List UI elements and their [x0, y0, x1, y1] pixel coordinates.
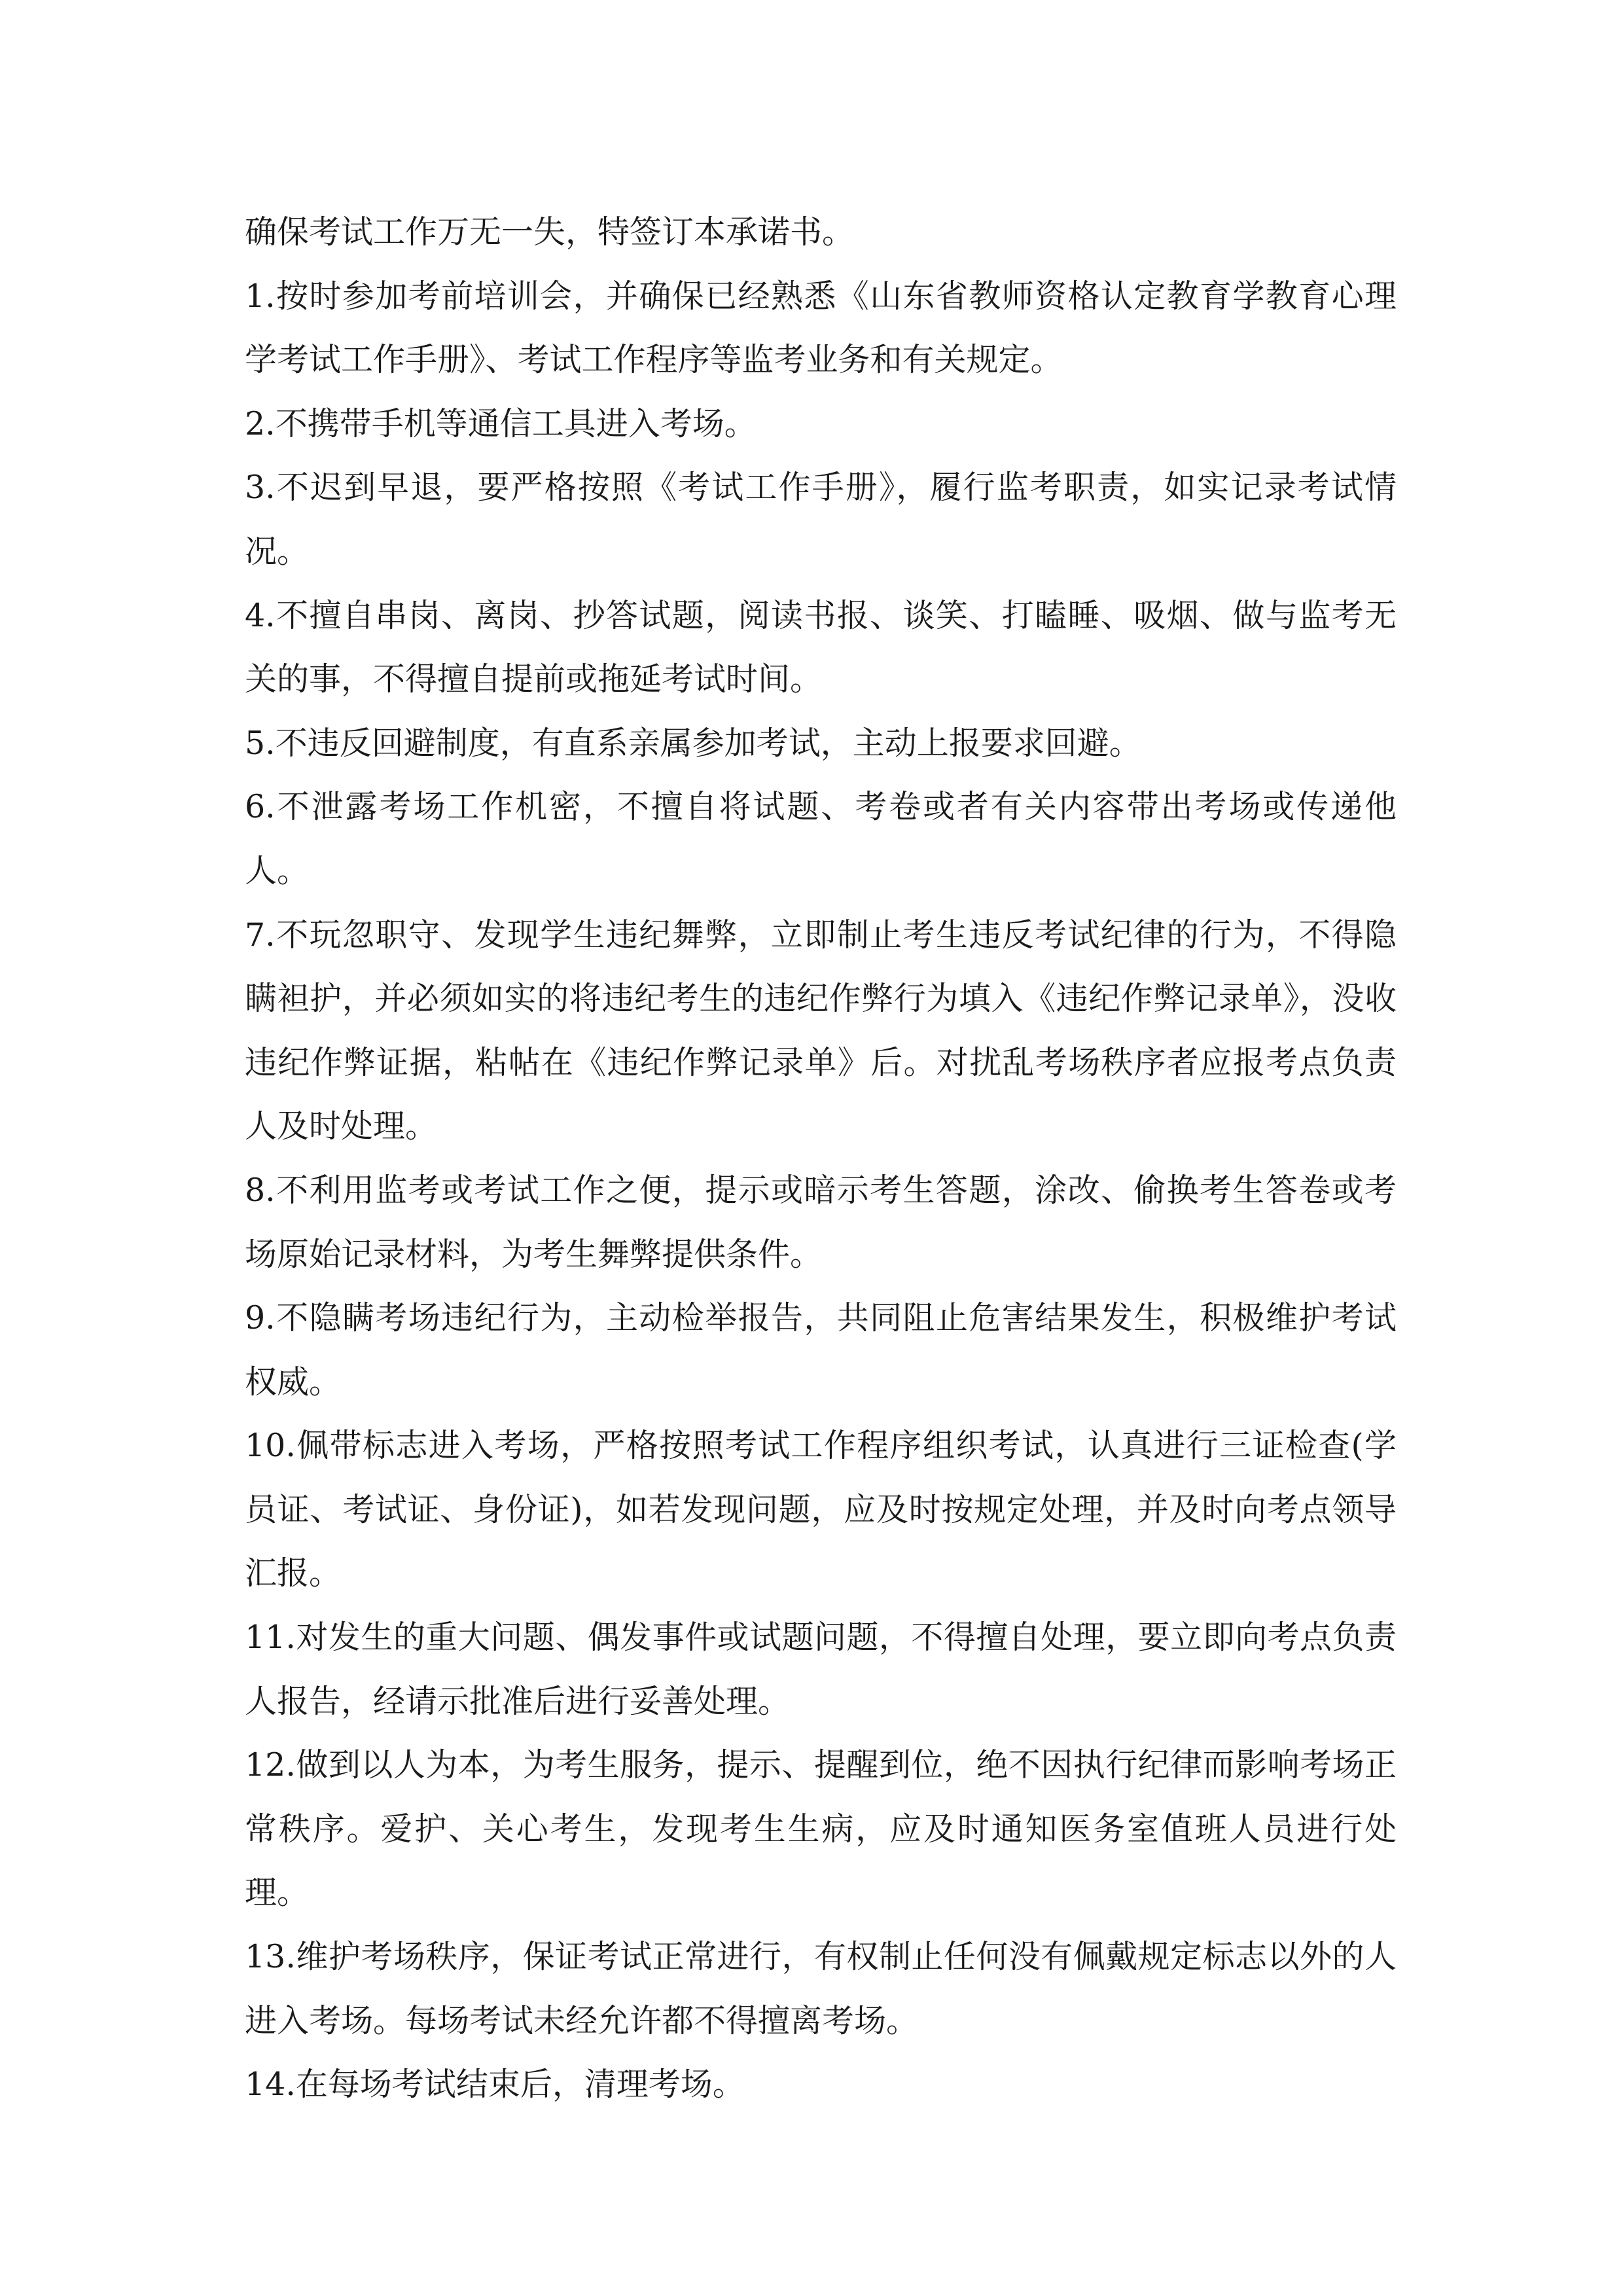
- commitment-item-12: 12.做到以人为本，为考生服务，提示、提醒到位，绝不因执行纪律而影响考场正常秩序。爱护、关心考生，发现考生生病，应及时通知医务室值班人员进行处理。: [245, 1746, 1397, 1912]
- commitment-item-6: 6.不泄露考场工作机密，不擅自将试题、考卷或者有关内容带出考场或传递他人。: [245, 788, 1397, 889]
- commitment-item-9: 9.不隐瞒考场违纪行为，主动检举报告，共同阻止危害结果发生，积极维护考试权威。: [245, 1299, 1397, 1401]
- commitment-item-8: 8.不利用监考或考试工作之便，提示或暗示考生答题，涂改、偷换考生答卷或考场原始记录材料，为考生舞弊提供条件。: [245, 1171, 1397, 1273]
- commitment-item-3: 3.不迟到早退，要严格按照《考试工作手册》，履行监考职责，如实记录考试情况。: [245, 469, 1397, 570]
- document-body: [245, 200, 1397, 2117]
- intro-paragraph: 确保考试工作万无一失，特签订本承诺书。: [245, 213, 855, 251]
- commitment-item-14: 14.在每场考试结束后，清理考场。: [245, 2066, 745, 2104]
- commitment-item-11: 11.对发生的重大问题、偶发事件或试题问题，不得擅自处理，要立即向考点负责人报告，经请示批准后进行妥善处理。: [245, 1619, 1397, 1720]
- commitment-item-10: 10.佩带标志进入考场，严格按照考试工作程序组织考试，认真进行三证检查(学员证、考试证、身份证)，如若发现问题，应及时按规定处理，并及时向考点领导汇报。: [245, 1427, 1397, 1592]
- commitment-item-7: 7.不玩忽职守、发现学生违纪舞弊，立即制止考生违反考试纪律的行为，不得隐瞒袒护，并必须如实的将违纪考生的违纪作弊行为填入《违纪作弊记录单》，没收违纪作弊证据，粘帖在《违纪作弊记录单》后。对扰乱考场秩序者应报考点负责人及时处理。: [245, 916, 1397, 1145]
- commitment-item-5: 5.不违反回避制度，有直系亲属参加考试，主动上报要求回避。: [245, 724, 1141, 762]
- commitment-item-13: 13.维护考场秩序，保证考试正常进行，有权制止任何没有佩戴规定标志以外的人进入考场。每场考试未经允许都不得擅离考场。: [245, 1938, 1397, 2039]
- commitment-item-1: 1.按时参加考前培训会，并确保已经熟悉《山东省教师资格认定教育学教育心理学考试工作手册》、考试工作程序等监考业务和有关规定。: [245, 277, 1397, 379]
- commitment-item-2: 2.不携带手机等通信工具进入考场。: [245, 404, 757, 442]
- commitment-item-4: 4.不擅自串岗、离岗、抄答试题，阅读书报、谈笑、打瞌睡、吸烟、做与监考无关的事，不得擅自提前或拖延考试时间。: [245, 596, 1397, 698]
